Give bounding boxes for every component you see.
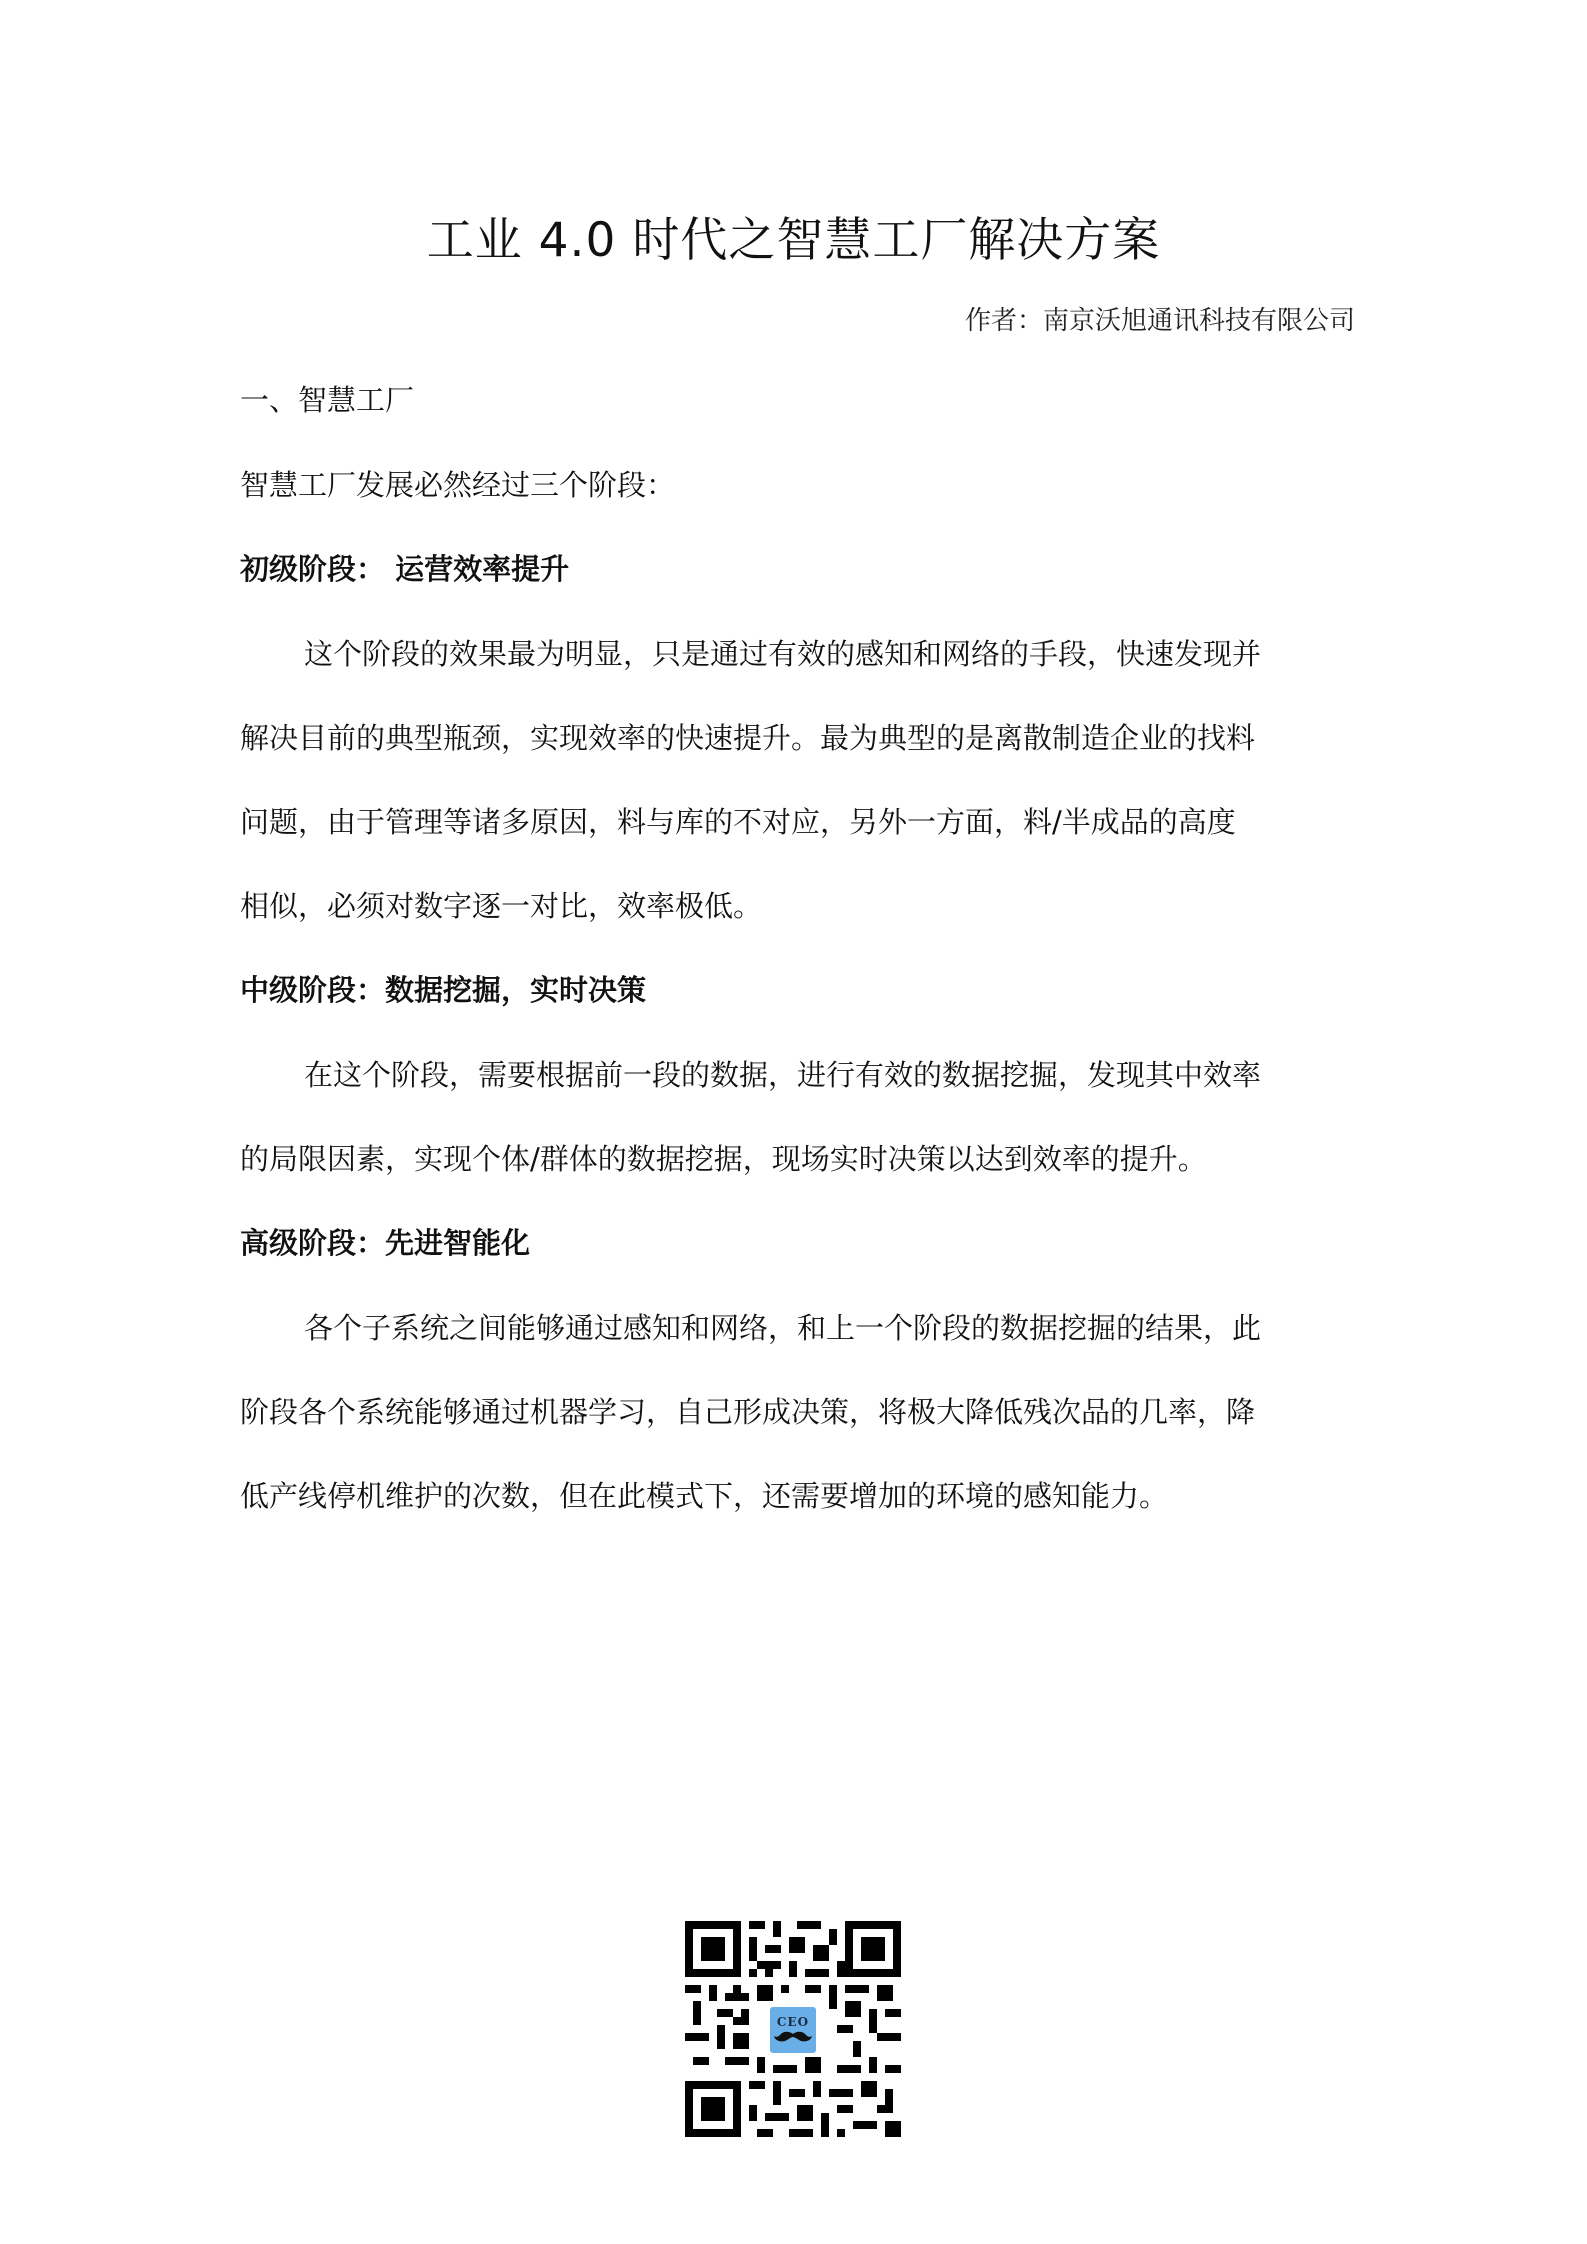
stage-1-line-2: 解决目前的典型瓶颈，实现效率的快速提升。最为典型的是离散制造企业的找料: [240, 721, 1256, 755]
logo-text: CEO: [776, 2015, 810, 2029]
mustache-icon: [773, 2030, 813, 2044]
stage-1-line-4: 相似，必须对数字逐一对比，效率极低。: [240, 889, 763, 923]
section-heading: 一、智慧工厂: [240, 383, 415, 417]
stage-1-line-1: 这个阶段的效果最为明显，只是通过有效的感知和网络的手段，快速发现并: [304, 637, 1262, 671]
ceo-logo: [767, 2004, 819, 2056]
stage-1-heading: 初级阶段： 运营效率提升: [240, 552, 570, 586]
stage-3-line-3: 低产线停机维护的次数，但在此模式下，还需要增加的环境的感知能力。: [240, 1479, 1169, 1513]
stage-2-heading: 中级阶段：数据挖掘，实时决策: [240, 973, 647, 1007]
qr-code: [685, 1921, 901, 2137]
intro-text: 智慧工厂发展必然经过三个阶段：: [240, 468, 676, 502]
stage-3-line-2: 阶段各个系统能够通过机器学习，自己形成决策，将极大降低残次品的几率，降: [240, 1395, 1256, 1429]
author-line: 作者：南京沃旭通讯科技有限公司: [964, 306, 1355, 336]
document-title: 工业 4.0 时代之智慧工厂解决方案: [426, 213, 1161, 268]
stage-2-line-1: 在这个阶段，需要根据前一段的数据，进行有效的数据挖掘，发现其中效率: [304, 1058, 1262, 1092]
stage-1-line-3: 问题，由于管理等诸多原因，料与库的不对应，另外一方面，料/半成品的高度: [240, 805, 1236, 839]
stage-3-line-1: 各个子系统之间能够通过感知和网络，和上一个阶段的数据挖掘的结果，此: [304, 1311, 1262, 1345]
stage-3-heading: 高级阶段：先进智能化: [240, 1226, 531, 1260]
stage-2-line-2: 的局限因素，实现个体/群体的数据挖据，现场实时决策以达到效率的提升。: [240, 1142, 1207, 1176]
